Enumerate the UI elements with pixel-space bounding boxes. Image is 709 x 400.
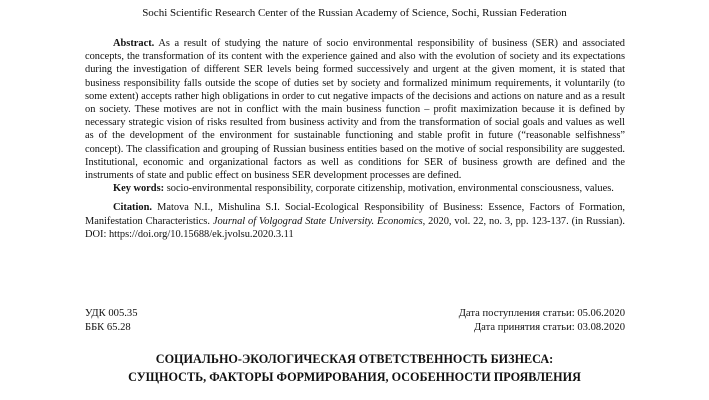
abstract-text: As a result of studying the nature of socio environmental responsibility of business (SER) and associated concepts, the transformation of its content with the experience gained and also with the evolution of society and its expectations during the investigation of different SER levels being formed successively and urgent at the given moment, it is stated that business responsibility falls outside the scope of duties set by society and formalized minimum requirements, it voluntarily (to some extent) accepts rather high obligations in order to cut negative impacts of the decisions and actions on nature and as a result on society. These motives are not in conflict with the main business function – profit maximization because it is defined by necessary strategic vision of risks resulted from business activity and from the transformation of social goals and values as well as of the development of the environment for sustainable functioning and stable profit in future (“reasonable selfishness” concept). The classification and grouping of Russian business entities based on the motive of social responsibility are suggested. Institutional, economic and organizational factors as well as conditions for SER of business growth are defined and the instruments of state and public effect on business SER development processes are defined.	[85, 38, 625, 182]
abstract-paragraph	[85, 37, 625, 182]
article-dates	[459, 307, 625, 335]
citation-details: , 2020, vol. 22, no. 3, pp. 123-137. (in Russian). DOI: https://doi.org/10.15688/ek.jvolsu.2020.3.11	[85, 215, 625, 240]
classification-codes	[85, 307, 138, 335]
title-line-1: СОЦИАЛЬНО-ЭКОЛОГИЧЕСКАЯ ОТВЕТСТВЕННОСТЬ БИЗНЕСА:	[155, 352, 554, 366]
affiliation: Sochi Scientific Research Center of the Russian Academy of Science, Sochi, Russian Federation	[142, 7, 567, 19]
keywords-text: socio-environmental responsibility, corporate citizenship, motivation, environmental consciousness, values.	[166, 183, 614, 195]
received-date: Дата поступления статьи: 05.06.2020	[458, 308, 625, 319]
keywords-label: Key words:	[113, 183, 165, 195]
abstract-label: Abstract.	[113, 38, 155, 49]
citation-label: Citation.	[113, 202, 152, 214]
accepted-date: Дата принятия статьи: 03.08.2020	[473, 322, 625, 333]
citation-paragraph	[85, 201, 625, 241]
abstract-section	[85, 37, 625, 241]
title-line-2: СУЩНОСТЬ, ФАКТОРЫ ФОРМИРОВАНИЯ, ОСОБЕННОСТИ ПРОЯВЛЕНИЯ	[128, 370, 581, 384]
journal-name: Journal of Volgograd State University. Economics	[212, 215, 423, 227]
keywords-paragraph	[85, 182, 625, 195]
udk-code: УДК 005.35	[85, 308, 138, 319]
article-title	[0, 350, 709, 386]
citation-text: Matova N.I., Mishulina S.I. Social-Ecological Responsibility of Business: Essence, Factors of Formation, Manifestation Characteristics.	[85, 202, 625, 227]
bbk-code: ББК 65.28	[85, 322, 131, 333]
